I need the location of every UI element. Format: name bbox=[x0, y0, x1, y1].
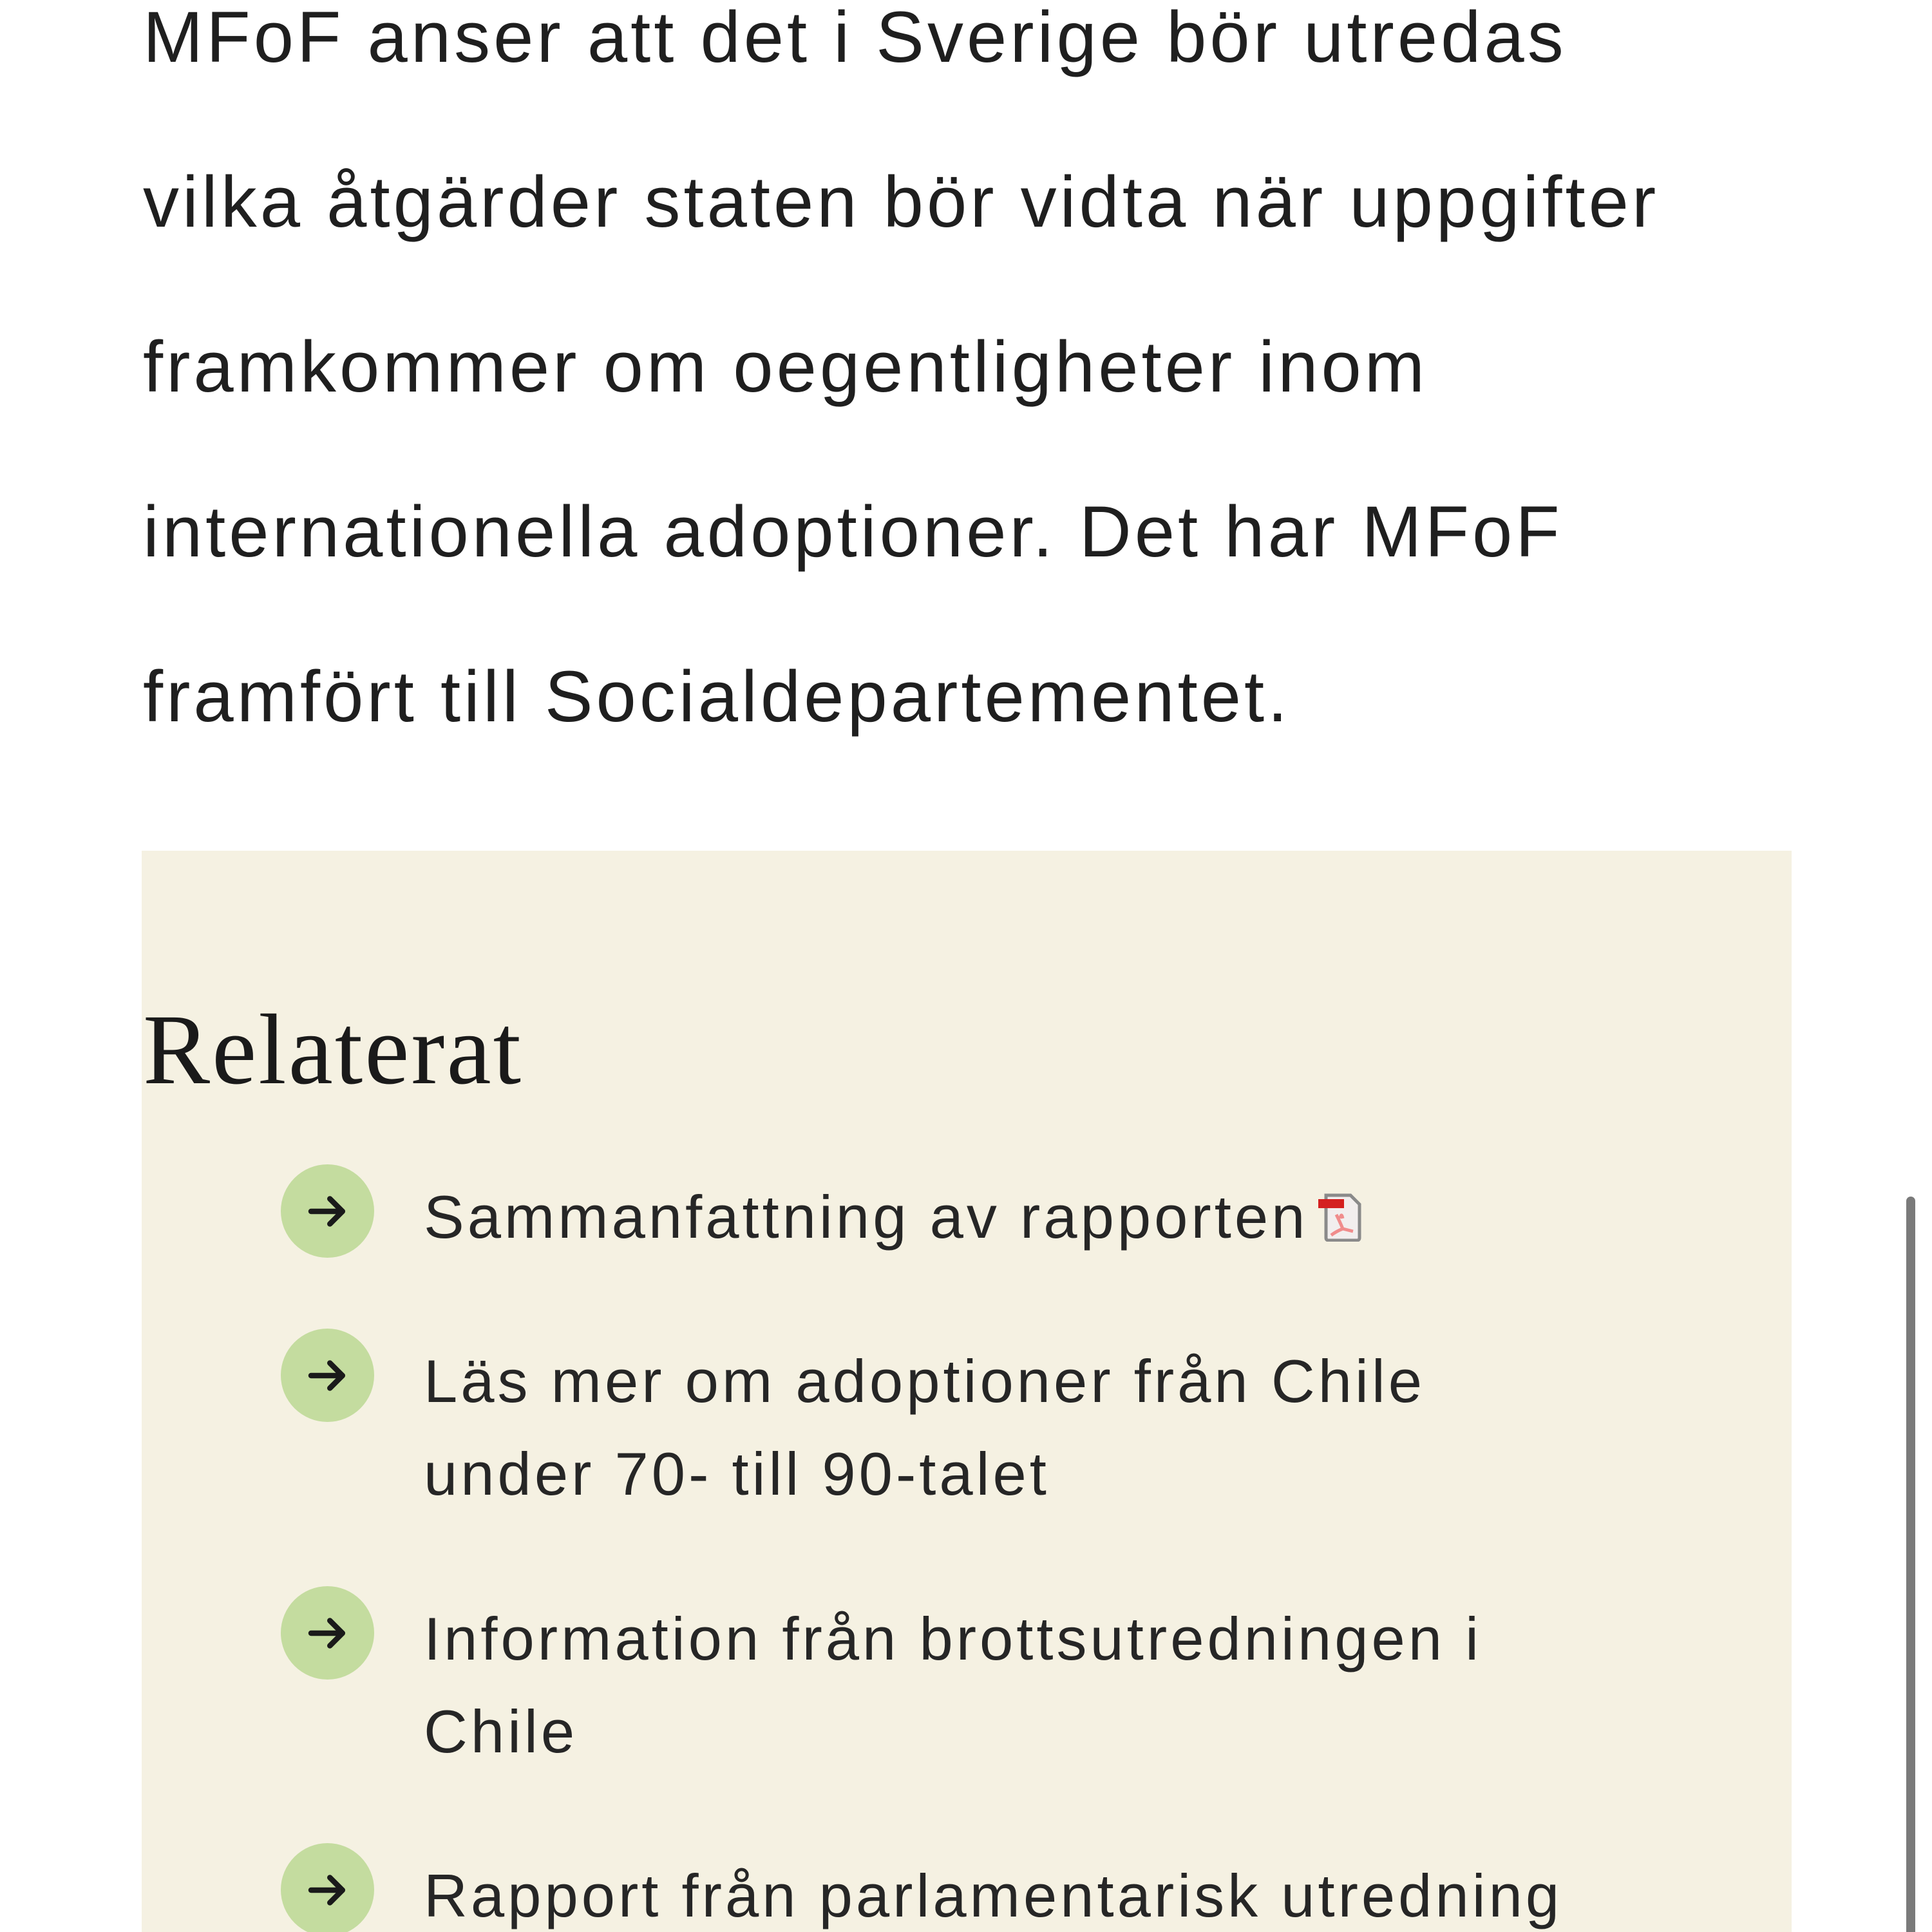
related-link-label: Information från brottsutredningen i Chile bbox=[424, 1605, 1482, 1765]
related-link-label: Läs mer om adoptioner från Chile under 70- till 90-talet bbox=[424, 1347, 1426, 1508]
arrow-right-icon bbox=[281, 1164, 374, 1258]
article-paragraph bbox=[143, 0, 1830, 779]
paragraph-line: framfört till Socialdepartementet. bbox=[143, 656, 1291, 737]
related-link-label: Rapport från parlamentarisk utredning bbox=[424, 1862, 1563, 1929]
pdf-icon bbox=[1317, 1175, 1362, 1224]
arrow-right-icon bbox=[281, 1586, 374, 1680]
related-title: Relaterat bbox=[143, 994, 523, 1105]
paragraph-line: vilka åtgärder staten bör vidta när uppgifter bbox=[143, 162, 1660, 242]
scrollbar-thumb[interactable] bbox=[1906, 1197, 1915, 1932]
paragraph-line: MFoF anser att det i Sverige bör utredas bbox=[143, 0, 1567, 77]
paragraph-line: framkommer om oegentligheter inom bbox=[143, 327, 1428, 407]
arrow-right-icon bbox=[281, 1329, 374, 1422]
related-link-label: Sammanfattning av rapporten bbox=[424, 1171, 1647, 1264]
arrow-right-icon bbox=[281, 1843, 374, 1932]
paragraph-line: internationella adoptioner. Det har MFoF bbox=[143, 491, 1563, 572]
